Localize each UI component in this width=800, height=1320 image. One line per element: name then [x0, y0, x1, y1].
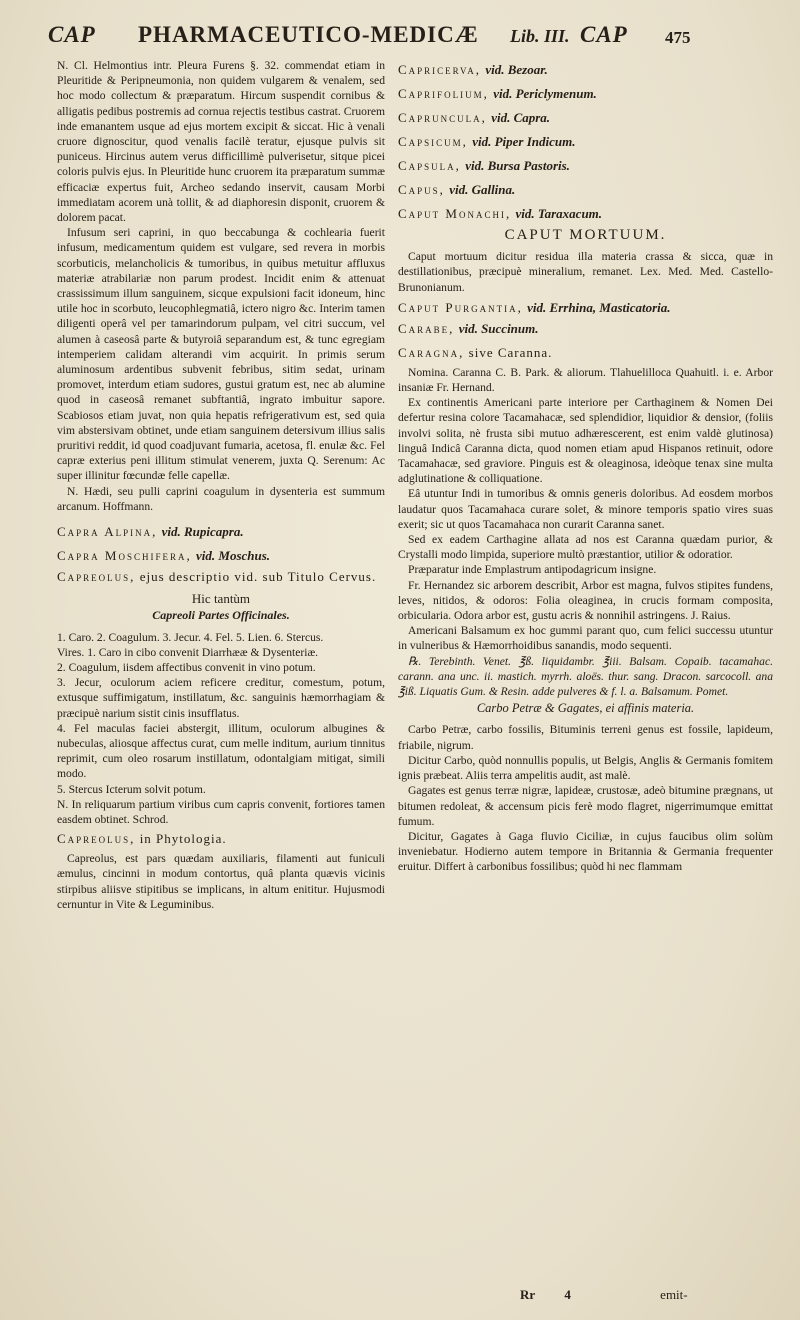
entry-keyword: Capra Alpina, — [57, 524, 158, 540]
entry-keyword: Capra Moschifera, — [57, 548, 192, 564]
entry-capreolus — [57, 568, 385, 585]
note-reliquarum: N. In reliquarum partium viribus cum capris convenit, fortiores tamen easdem obtinet. Schrod. — [57, 797, 385, 826]
paragraph-infusum: Infusum seri caprini, in quo beccabunga & cochlearia fuerit infusum, medicamentum quidem est vulgare, sed revera in morbis scorbuticis, melancholicis & tumoribus, in quibus metuitur affluxus materiæ atrabilariæ non parum prodest. Incidit enim & attenuat crassissimum illum sanguinem, sicque expulsioni facit idoneum, hinc utile hoc in scorbuto, leucophlegmatiâ, ictero nigro &c. Interim tamen diligenti operâ vel per tamarindorum pulpam, vel citri succum, vel alumen à caseosâ parte & butyroiâ separandum est, & tunc egregiam intemperiem calidam alterandi vim acquirit. In primis serum aluminosum ardentibus subvenit febribus, sitim sedat, urinam promovet, interdum etiam sudores, gustui gratum est, nec ab alumine quod in caseosâ remanet subftantiâ, ingrato imbuitur sapore. Scabiosos etiam juvat, non quia hepatis refrigerativum est, sed quia vim abstersivam obtinet, unde etiam sanguinem detersivum illius salis pruritivi reddit, id quod coadjuvant fumaria, acetosa, fl. enulæ &c. Fel capræ exterius peni illitum stimulat venerem, juxta Q. Serenum: Ac super illinitur fœcundæ felle capellæ. — [57, 226, 385, 483]
entry-reference: vid. Capra. — [491, 110, 551, 125]
entry-capricerva — [398, 58, 773, 82]
signature-mark: Rr — [520, 1287, 536, 1302]
paragraph-nomina: Nomina. Caranna C. B. Park. & aliorum. Tlahuelilloca Quahuitl. i. e. Arbor insaniæ Fr. Hernand. — [398, 365, 773, 395]
carbo-petrae-heading: Carbo Petræ & Gagates, ei affinis materia. — [476, 701, 695, 716]
paragraph-gagates: Gagates est genus terræ nigræ, lapideæ, crustosæ, adeò bitumine prægnans, ut bitumen redoleat, & accensum picis ferè modo flagret, nigerrimumque emittat fumum. — [398, 784, 773, 828]
entry-capsicum — [398, 130, 773, 154]
header-book-number: Lib. III. — [510, 26, 570, 46]
entry-keyword: Capricerva, — [398, 62, 482, 77]
entry-capra-moschifera — [57, 544, 385, 568]
paragraph-hernandez: Fr. Hernandez sic arborem describit, Arbor est magna, fulvos stipites fundens, leves, nitidos, & odoros: Folia oleaginea, in crucis formam composita, orbicularia. Odora arbor est, gustu acris & nonnihil astringens. J. Raius. — [398, 578, 773, 623]
left-column — [57, 58, 385, 912]
vires-caro: Vires. 1. Caro in cibo convenit Diarrhææ & Dysenteriæ. — [57, 645, 319, 659]
entry-reference: vid. Moschus. — [196, 548, 271, 564]
paragraph-capreolus-definition: Capreolus, est pars quædam auxiliaris, filamenti aut funiculi æmulus, cincinni in modum contortus, quâ planta quævis vicinis stirpibus aliisve stipitibus se implicans, in altum enititur. Hujusmodi cernuntur in Vite & Leguminibus. — [57, 852, 385, 911]
paragraph-gaga-fluvio: Dicitur, Gagates à Gaga fluvio Ciciliæ, in cujus faucibus olim solùm inveniebatur. Hodierno autem tempore in Britannia & Germania frequenter eruitur. Differt à carbonibus fossilibus; quòd hi nec flammam — [398, 829, 773, 874]
entry-capra-alpina — [57, 520, 385, 544]
entry-keyword: Capus, — [398, 182, 445, 197]
capreoli-parts-list — [57, 630, 385, 828]
entry-caprifolium — [398, 82, 773, 106]
paragraph-praeparatur: Præparatur inde Emplastrum antipodagricum insigne. — [408, 563, 657, 577]
entry-keyword: Carabe, — [398, 320, 455, 336]
entry-reference: vid. Piper Indicum. — [472, 134, 576, 149]
entry-reference: sive Caranna. — [468, 344, 553, 360]
paragraph-caput-mortuum: Caput mortuum dicitur residua illa materia crassa & sicca, quæ in destillationibus, præcipuè mineralium, remanet. Lex. Med. Med. Castello-Brunonianum. — [398, 250, 773, 294]
entry-reference: vid. Periclymenum. — [493, 86, 597, 101]
entry-keyword: Capreolus, — [57, 831, 136, 847]
entry-reference: ejus descriptio vid. sub Titulo Cervus. — [139, 569, 377, 585]
entry-reference: in Phytologia. — [139, 831, 227, 847]
entry-keyword: Capsula, — [398, 158, 461, 173]
paragraph-americani: Americani Balsamum ex hoc gummi parant quo, cum felici successu utuntur in vulneribus & Hæmorrhoidibus sanandis, modo sequenti. — [398, 624, 773, 653]
vires-fel: 4. Fel maculas faciei abstergit, illitum, oculorum albugines & nubeculas, aliosque affectus curat, cum melle inditum, aurium tinnitus reprimit, cum oleo rosarum instillatum, odontalgiam mitigat, simili modo. — [57, 721, 385, 781]
paragraph-dicitur-carbo: Dicitur Carbo, quòd nonnullis populis, ut Belgis, Anglis & Germanis fomitem ignis præbeat. Aliis terra ampelitis audit, ast malè. — [398, 753, 773, 783]
entry-capus — [398, 178, 773, 202]
hic-tantum: Hic tantùm — [191, 591, 251, 607]
entry-keyword: Caput Purgantia, — [398, 299, 523, 315]
entry-caragna — [398, 341, 773, 365]
catchword: emit- — [660, 1287, 688, 1302]
header-center-title: PHARMACEUTICO-MEDICÆ — [138, 22, 479, 47]
entry-carabe — [398, 317, 773, 341]
parts-line: 1. Caro. 2. Coagulum. 3. Jecur. 4. Fel. 5. Lien. 6. Stercus. — [57, 630, 324, 644]
entry-capsula — [398, 154, 773, 178]
entry-keyword: Caput Monachi, — [398, 206, 512, 221]
paragraph-carbo-petrae: Carbo Petræ, carbo fossilis, Bituminis terreni genus est fossile, lapideum, friabile, nigrum. — [398, 723, 773, 752]
entry-reference: vid. Bursa Pastoris. — [465, 158, 570, 173]
page-footer — [520, 1287, 714, 1303]
entry-capruncula — [398, 106, 773, 130]
caput-mortuum-heading: CAPUT MORTUUM. — [504, 227, 667, 243]
entry-reference: vid. Rupicapra. — [161, 524, 244, 540]
vires-jecur: 3. Jecur, oculorum aciem reficere creditur, comestum, potum, extusque suffimigatum, instillatum, &c. sanguinis hæmorrhagiam & præcipuè narium sistit cinis insufflatus. — [57, 676, 385, 720]
entry-reference: vid. Errhina, Masticatoria. — [527, 299, 671, 315]
right-column — [398, 58, 773, 875]
signature-number: 4 — [564, 1287, 571, 1302]
entry-caput-monachi — [398, 202, 773, 226]
paragraph-recipe: ℞. Terebinth. Venet. ℥ß. liquidambr. ℥iii. Balsam. Copaib. tacamahac. carann. ana unc. ii. mastich. myrrh. aloës. thur. sang. Dracon. sarcocoll. ana ℥iß. Liquatis Gum. & Resin. adde pulveres & f. l. a. Balsamum. Pomet. — [398, 654, 773, 699]
paragraph-helmontius: N. Cl. Helmontius intr. Pleura Furens §. 32. commendat etiam in Pleuritide & Peripneumonia, non quidem vulgarem & venalem, sed hoc modo collectum & præparatum. Hircum suspendit cornibus & alligatis pedibus postremis ad cornua rejectis testibus castrat. Cruorem inde emanantem usque ad ejus mortem excipit & siccat. Hic à venali cruore dignoscitur, quod venalis facilè teratur, ejusque pulvis sit puniceus. Hircinus autem verus difficillimè pulverisetur, sitque picei coloris pulvis ejus. In Pleuritide hunc cruorem ita præparatum summæ efficaciæ expertus fuit, Archeo sedando inservit, causam Morbi immediatam acorem unà tollit, & ad diaphoresin disponit, cruorem & dolorem pacat. — [57, 59, 385, 225]
entry-keyword: Caprifolium, — [398, 86, 489, 101]
entry-capreolus-phytologia — [57, 827, 385, 851]
running-header — [40, 18, 780, 58]
entry-reference: vid. Taraxacum. — [515, 206, 603, 221]
vires-coagulum: 2. Coagulum, iisdem affectibus convenit in vino potum. — [57, 660, 316, 674]
paragraph-ea-utuntur: Eâ utuntur Indi in tumoribus & omnis generis doloribus. Ad eosdem morbos laudatur quos Tacamahaca curare solet, & minore temporis spatio vires suas exerit; sic ut quos Tacamahaca non curarit Caranna sanet. — [398, 487, 773, 531]
vires-stercus: 5. Stercus Icterum solvit potum. — [57, 782, 206, 796]
entry-reference: vid. Gallina. — [449, 182, 516, 197]
header-right-title: CAP — [580, 22, 628, 47]
entry-caput-purgantia — [398, 299, 773, 317]
entry-reference: vid. Bezoar. — [485, 62, 548, 77]
entry-keyword: Caragna, — [398, 344, 465, 360]
entry-keyword: Capsicum, — [398, 134, 468, 149]
paragraph-sed-ex-eadem: Sed ex eadem Carthagine allata ad nos est Caranna quædam purior, & Crystalli modo limpida, superiore multò præstantior, utilior & odoratior. — [398, 533, 773, 562]
partes-officinales-heading: Capreoli Partes Officinales. — [152, 608, 290, 623]
paragraph-ex-continentis: Ex continentis Americani parte interiore per Carthaginem & Nomen Dei defertur resina colore Tacamahacæ, sed splendidior, liquidior & densior, (foliis involvi solita, nè frusta sibi mutuo adhærescerent, est enim valdè glutinosa) linguâ Indicâ Caranna dicta, quod nomen etiam apud Hispanos retinuit, odore Tacamahacæ, sed graviore. Pinguis est & oleaginosa, ideòque tenax sine multa adglutinatione & colliquatione. — [398, 396, 773, 486]
entry-keyword: Capruncula, — [398, 110, 487, 125]
page-number: 475 — [665, 28, 691, 47]
header-left-title: CAP — [48, 22, 96, 47]
entry-keyword: Capreolus, — [57, 569, 136, 585]
entry-reference: vid. Succinum. — [458, 320, 539, 336]
paragraph-haedi: N. Hædi, seu pulli caprini coagulum in dysenteria est summum arcanum. Hoffmann. — [57, 484, 385, 513]
